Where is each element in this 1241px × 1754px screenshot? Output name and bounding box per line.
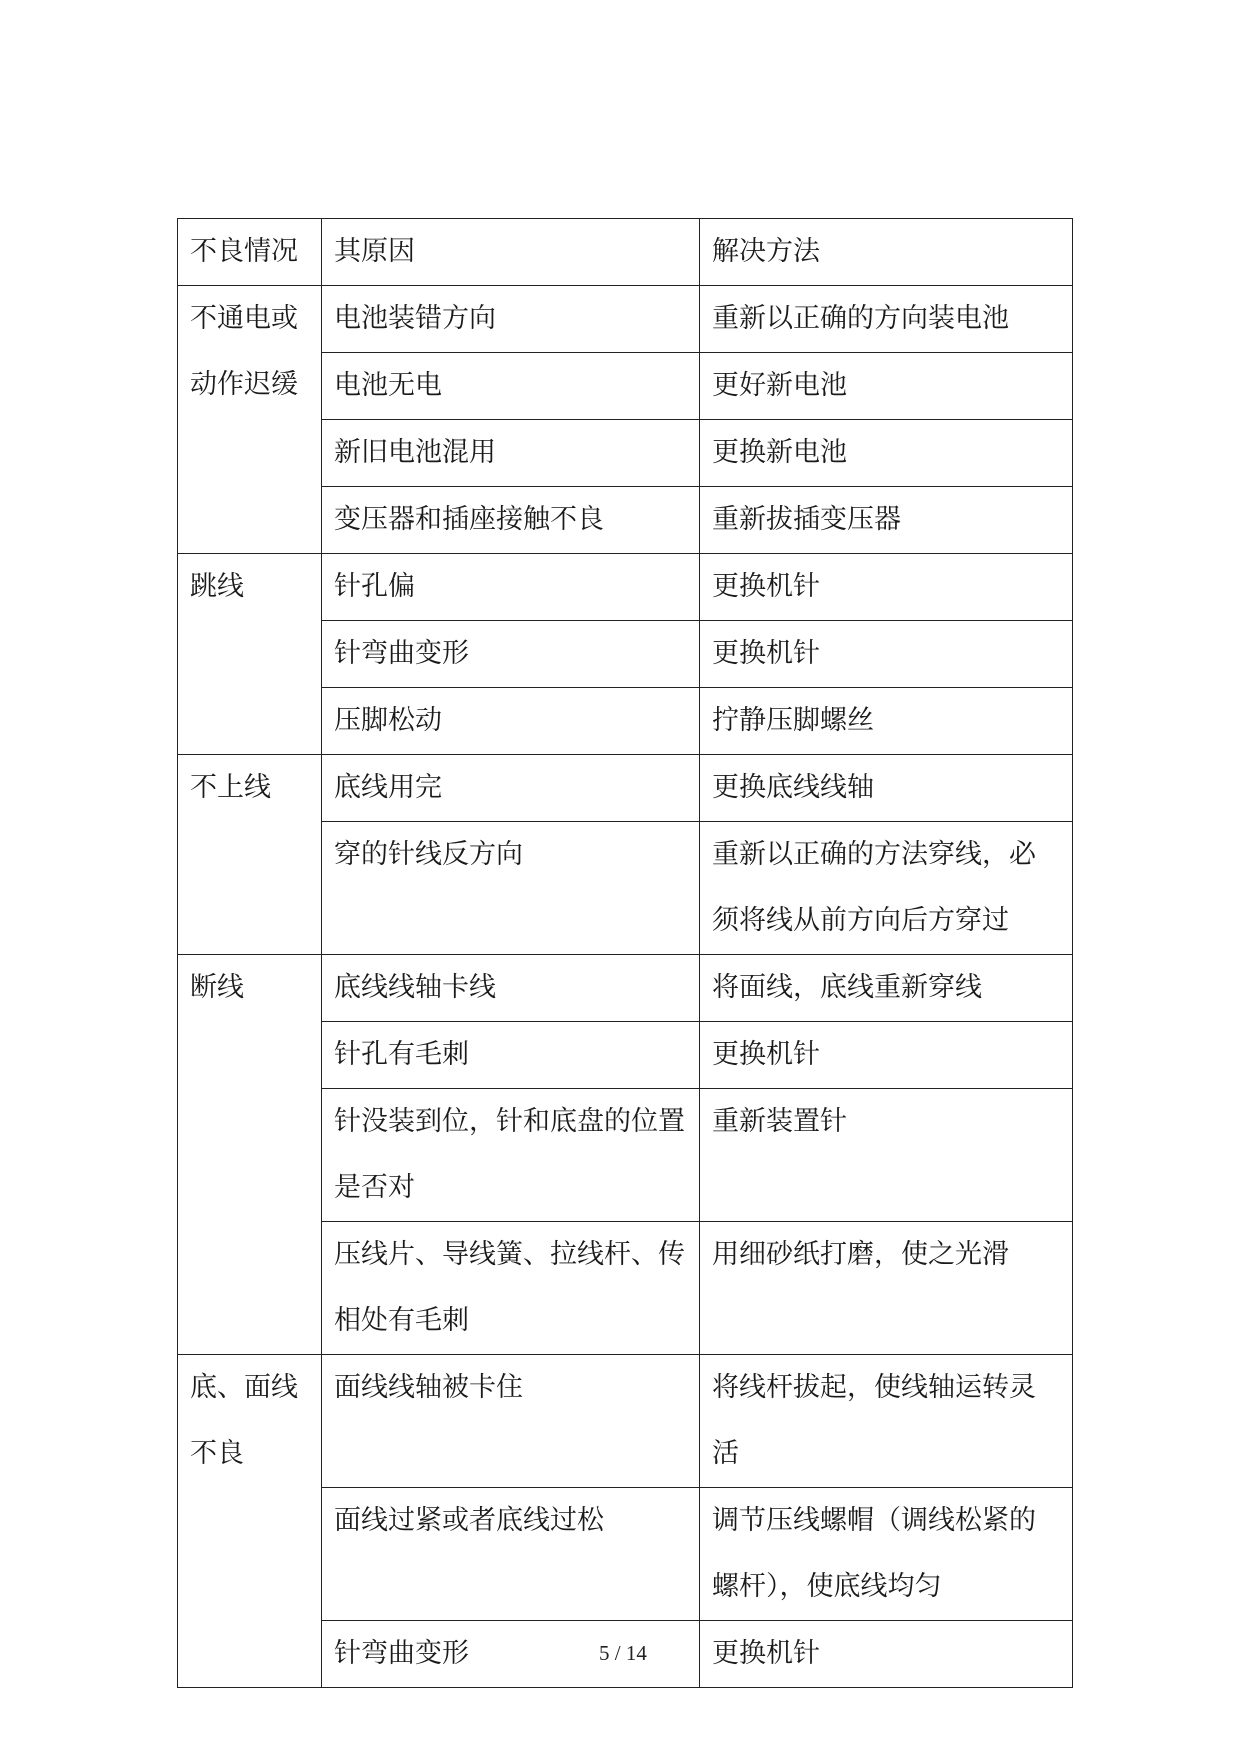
header-condition: 不良情况 — [178, 219, 322, 286]
cause-cell: 新旧电池混用 — [322, 420, 700, 487]
solution-cell: 更好新电池 — [700, 353, 1073, 420]
condition-cell: 断线 — [178, 955, 322, 1355]
cause-cell: 针孔有毛刺 — [322, 1022, 700, 1089]
solution-cell: 重新以正确的方向装电池 — [700, 286, 1073, 353]
cause-cell: 压线片、导线簧、拉线杆、传相处有毛刺 — [322, 1222, 700, 1355]
cause-cell: 针没装到位，针和底盘的位置是否对 — [322, 1089, 700, 1222]
troubleshooting-table — [177, 218, 1073, 1688]
cause-cell: 针孔偏 — [322, 554, 700, 621]
table-header-row — [178, 219, 1073, 286]
solution-cell: 更换机针 — [700, 1022, 1073, 1089]
cause-cell: 电池装错方向 — [322, 286, 700, 353]
condition-cell: 底、面线不良 — [178, 1355, 322, 1688]
solution-cell: 重新装置针 — [700, 1089, 1073, 1222]
cause-cell: 针弯曲变形 — [322, 1621, 700, 1688]
cause-cell: 底线用完 — [322, 755, 700, 822]
cause-cell: 面线过紧或者底线过松 — [322, 1488, 700, 1621]
solution-cell: 更换新电池 — [700, 420, 1073, 487]
solution-cell: 更换机针 — [700, 621, 1073, 688]
solution-cell: 重新拔插变压器 — [700, 487, 1073, 554]
table-row — [178, 1355, 1073, 1488]
header-cause: 其原因 — [322, 219, 700, 286]
table-row — [178, 286, 1073, 353]
solution-cell: 更换机针 — [700, 1621, 1073, 1688]
condition-cell: 不上线 — [178, 755, 322, 955]
condition-cell: 跳线 — [178, 554, 322, 755]
table-row — [178, 554, 1073, 621]
cause-cell: 针弯曲变形 — [322, 621, 700, 688]
cause-cell: 穿的针线反方向 — [322, 822, 700, 955]
solution-cell: 拧静压脚螺丝 — [700, 688, 1073, 755]
cause-cell: 面线线轴被卡住 — [322, 1355, 700, 1488]
solution-cell: 将面线，底线重新穿线 — [700, 955, 1073, 1022]
page-number: 5 / 14 — [599, 1641, 647, 1665]
cause-cell: 变压器和插座接触不良 — [322, 487, 700, 554]
table-row — [178, 755, 1073, 822]
solution-cell: 重新以正确的方法穿线，必须将线从前方向后方穿过 — [700, 822, 1073, 955]
cause-cell: 电池无电 — [322, 353, 700, 420]
cause-cell: 压脚松动 — [322, 688, 700, 755]
header-solution: 解决方法 — [700, 219, 1073, 286]
condition-cell: 不通电或动作迟缓 — [178, 286, 322, 554]
solution-cell: 调节压线螺帽（调线松紧的螺杆），使底线均匀 — [700, 1488, 1073, 1621]
solution-cell: 更换底线线轴 — [700, 755, 1073, 822]
cause-cell: 底线线轴卡线 — [322, 955, 700, 1022]
table-row — [178, 955, 1073, 1022]
solution-cell: 用细砂纸打磨，使之光滑 — [700, 1222, 1073, 1355]
solution-cell: 更换机针 — [700, 554, 1073, 621]
solution-cell: 将线杆拔起，使线轴运转灵活 — [700, 1355, 1073, 1488]
